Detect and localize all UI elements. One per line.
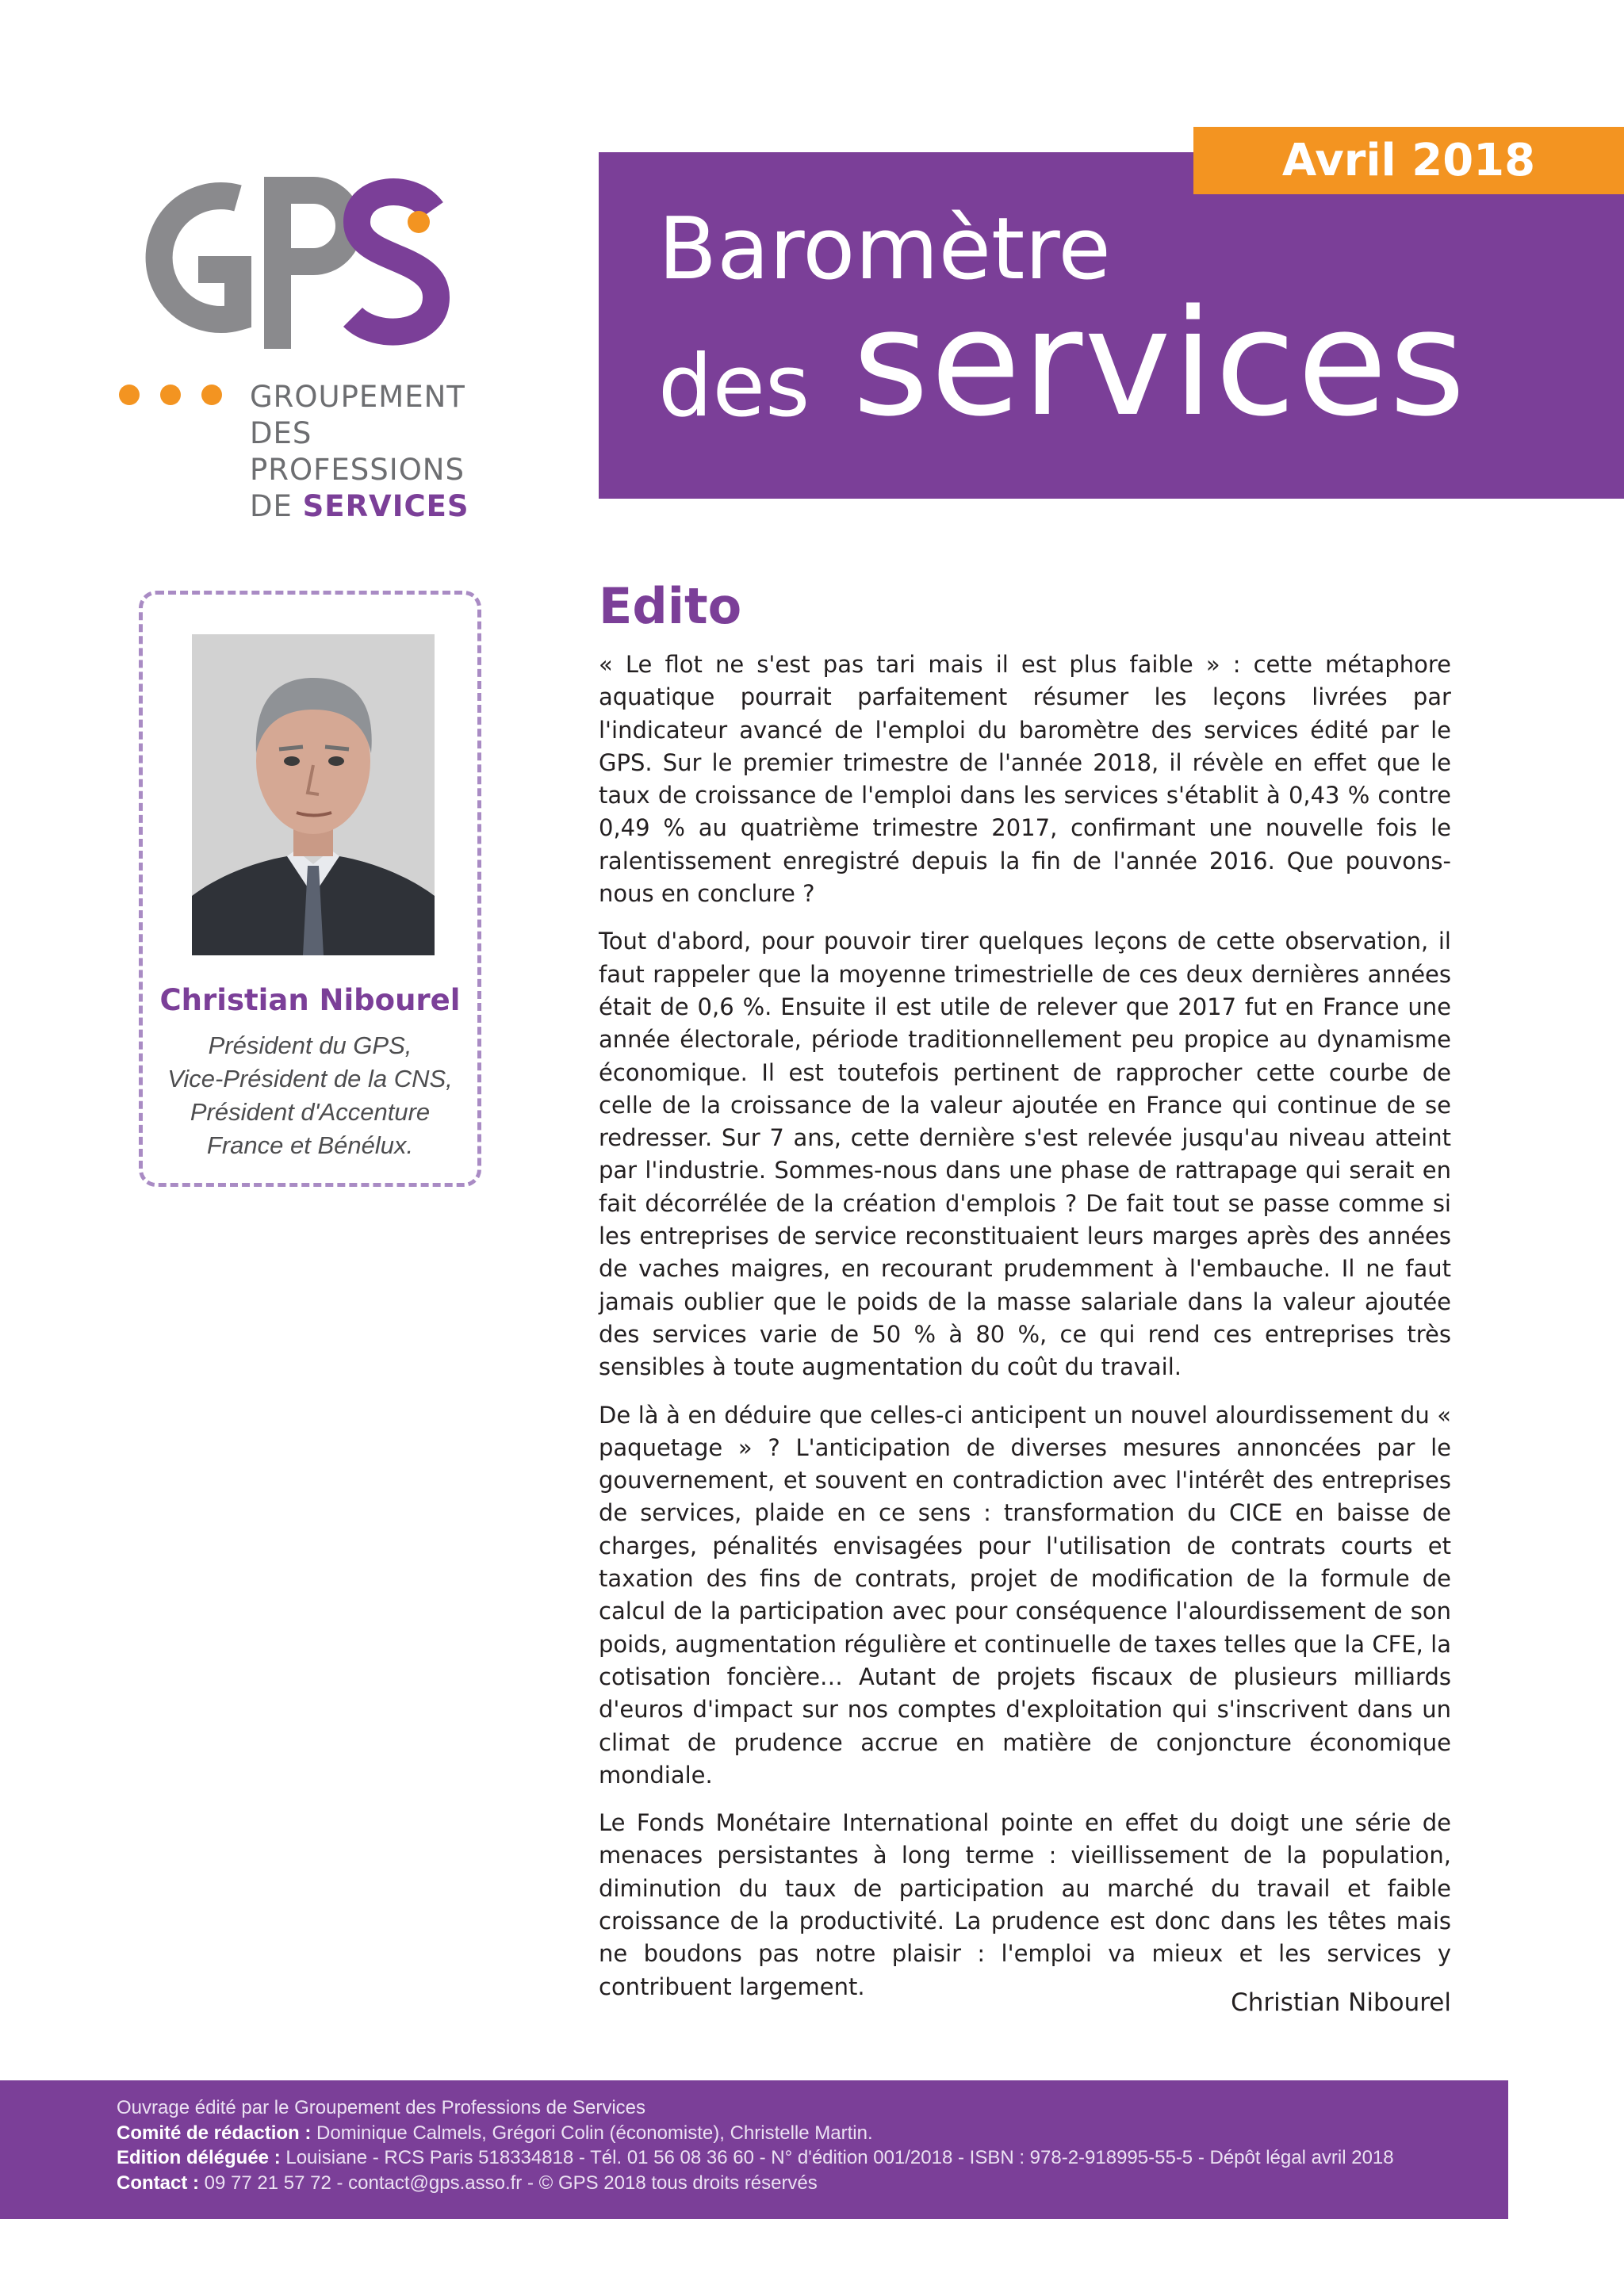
gps-wordmark-graphic	[119, 166, 468, 373]
footer-value: 09 77 21 57 72 - contact@gps.asso.fr - © GPS 2018 tous droits réservés	[199, 2172, 818, 2194]
footer-label: Contact :	[117, 2172, 199, 2194]
footer-publisher: Ouvrage édité par le Groupement des Professions de Services	[117, 2097, 646, 2118]
edito-paragraph: Tout d'abord, pour pouvoir tirer quelques leçons de cette observation, il faut rappeler que la moyenne trimestrielle de ces deux dernières années était de 0,6 %. Ensuite il est utile de relever que 2017 fut en France une année électorale, période traditionnellement peu propice au dynamisme économique. Il est toutefois pertinent de rapprocher cette courbe de celle de la croissance de la valeur ajoutée en France qui continue de se redresser. Sur 7 ans, cette dernière s'est relevée jusqu'au niveau atteint par l'industrie. Sommes-nous dans une phase de rattrapage qui serait en fait décorrélée de la création d'emplois ? De fait tout se passe comme si les entreprises de service reconstituaient leurs marges après des années de vaches maigres, en recourant prudemment à l'embauche. Il ne faut jamais oublier que le poids de la masse salariale dans la valeur ajoutée des services varie de 50 % à 80 %, ce qui rend ces entreprises très sensibles à toute augmentation du coût du travail.	[599, 928, 1451, 1381]
author-role-line: Vice-Président de la CNS,	[167, 1065, 453, 1093]
logo-line-3	[250, 488, 531, 525]
footer-credits	[117, 2095, 1394, 2195]
footer-contact	[117, 2171, 1394, 2196]
logo-line-1: GROUPEMENT	[250, 380, 465, 414]
author-role-line: Président du GPS,	[208, 1031, 412, 1059]
issue-date-badge: Avril 2018	[1193, 127, 1624, 194]
title-line-1: Baromètre	[658, 200, 1111, 299]
author-role-line: France et Bénélux.	[206, 1131, 414, 1159]
footer-value: Louisiane - RCS Paris 518334818 - Tél. 01 56 08 36 60 - N° d'édition 001/2018 - ISBN : 978-2-918995-55-5 - Dépôt légal avril 2018	[280, 2147, 1394, 2168]
logo-line-3-prefix: DE	[250, 489, 303, 523]
logo-dot-icon	[160, 385, 181, 405]
footer-edition	[117, 2145, 1394, 2171]
logo-line-2: DES PROFESSIONS	[250, 416, 465, 487]
footer-editorial-committee	[117, 2121, 1394, 2146]
logo-tagline	[250, 379, 531, 525]
footer-label: Edition déléguée :	[117, 2147, 281, 2168]
title-line-2-large: services	[852, 277, 1468, 449]
author-portrait-image	[192, 634, 435, 955]
author-photo	[192, 634, 435, 955]
author-name: Christian Nibourel	[159, 983, 461, 1017]
footer-label: Comité de rédaction :	[117, 2122, 312, 2144]
edito-signature: Christian Nibourel	[1231, 1988, 1451, 2017]
author-role-line: Président d'Accenture	[190, 1098, 431, 1126]
edito-paragraph: « Le flot ne s'est pas tari mais il est plus faible » : cette métaphore aquatique pourrait parfaitement résumer les leçons livrées par l'indicateur avancé de l'emploi du baromètre des services édité par le GPS. Sur le premier trimestre de l'année 2018, il révèle en effet que le taux de croissance de l'emploi dans les services s'établit à 0,43 % contre 0,49 % au quatrième trimestre 2017, confirmant une nouvelle fois le ralentissement enregistré depuis la fin de l'année 2016. Que pouvons-nous en conclure ?	[599, 651, 1451, 908]
gps-logo	[119, 166, 531, 523]
logo-dot-icon	[201, 385, 222, 405]
edito-paragraph: Le Fonds Monétaire International pointe en effet du doigt une série de menaces persistantes à long terme : vieillissement de la population, diminution du taux de participation au marché du travail et faible croissance de la productivité. La prudence est donc dans les têtes mais ne boudons pas notre plaisir : l'emploi va mieux et les services y contribuent largement.	[599, 1809, 1451, 2000]
logo-line-3-strong: SERVICES	[302, 489, 469, 523]
edito-paragraph: De là à en déduire que celles-ci anticipent un nouvel alourdissement du « paquetage » ? L'anticipation de diverses mesures annoncées par le gouvernement, et souvent en contradiction avec l'intérêt des entreprises de services, plaide en ce sens : transformation du CICE en baisse de charges, pénalités envisagées pour l'utilisation de contrats courts et taxation des fins de contrats, projet de modification de la formule de calcul de la participation avec pour conséquence l'alourdissement de son poids, augmentation régulière et continuelle de taxes telles que la CFE, la cotisation foncière… Autant de projets fiscaux de plusieurs milliards d'euros d'impact sur nos comptes d'exploitation qui s'inscrivent dans un climat de prudence accrue en matière de conjoncture économique mondiale.	[599, 1401, 1451, 1789]
edito-body	[599, 649, 1451, 2019]
author-roles	[143, 1029, 477, 1162]
title-line-2-small: des	[658, 337, 810, 436]
logo-dot-icon	[119, 385, 140, 405]
footer-value: Dominique Calmels, Grégori Colin (économiste), Christelle Martin.	[311, 2122, 873, 2144]
edito-heading: Edito	[599, 577, 742, 635]
